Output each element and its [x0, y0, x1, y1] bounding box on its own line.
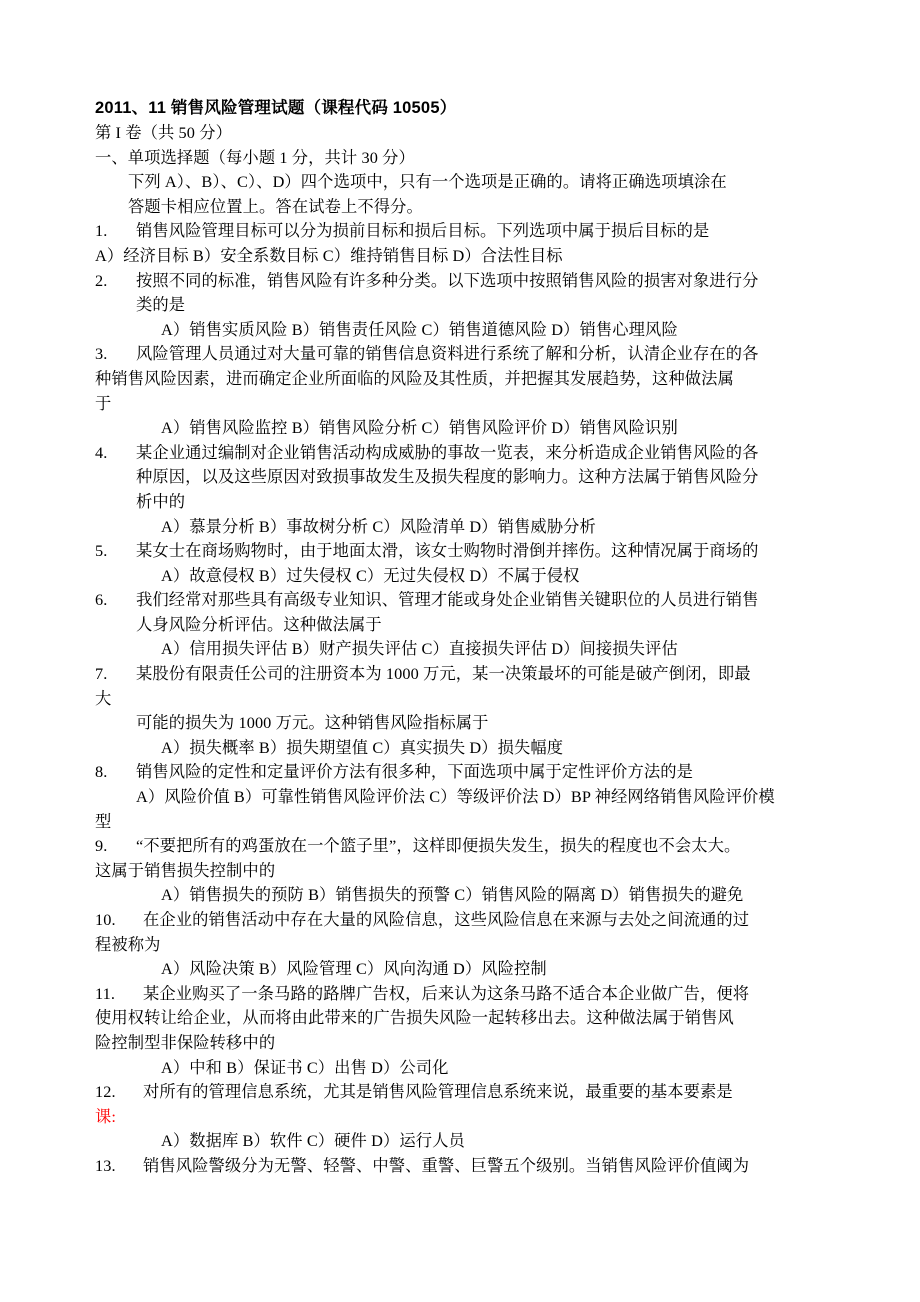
question-item — [95, 539, 820, 564]
question-item — [95, 588, 820, 637]
question-number: 5. — [95, 541, 108, 561]
question-stem-line: 种原因，以及这些原因对致损事故发生及损失程度的影响力。这种方法属于销售风险分 — [136, 467, 759, 487]
question-stem-line: 于 — [95, 393, 112, 413]
question-body — [136, 539, 820, 564]
question-stem-line: “不要把所有的鸡蛋放在一个篮子里”，这样即便损失发生，损失的程度也不会太大。 — [136, 836, 741, 856]
question-body — [143, 1080, 820, 1105]
question-number: 3. — [95, 344, 108, 364]
question-stem-line: 程被称为 — [95, 934, 161, 954]
question-stem-line: 人身风险分析评估。这种做法属于 — [136, 614, 382, 634]
question-item — [95, 760, 820, 785]
question-stem-line: 对所有的管理信息系统，尤其是销售风险管理信息系统来说，最重要的基本要素是 — [143, 1082, 733, 1102]
question-item — [95, 834, 820, 883]
question-options-line: A）经济目标 B）安全系数目标 C）维持销售目标 D）合法性目标 — [95, 245, 563, 265]
question-stem-line: 析中的 — [136, 491, 186, 511]
question-options-line: A）信用损失评估 B）财产损失评估 C）直接损失评估 D）间接损失评估 — [161, 639, 678, 659]
question-body — [136, 588, 820, 637]
question-stem-line: 某企业通过编制对企业销售活动构成威胁的事故一览表，来分析造成企业销售风险的各 — [136, 442, 759, 462]
question-stem-line: 这属于销售损失控制中的 — [95, 860, 276, 880]
question-item — [95, 1154, 820, 1179]
question-number: 4. — [95, 442, 108, 462]
question-stem-line: 使用权转让给企业，从而将由此带来的广告损失风险一起转移出去。这种做法属于销售风 — [95, 1008, 734, 1028]
question-body — [136, 219, 820, 244]
question-stem-line: 险控制型非保险转移中的 — [95, 1032, 276, 1052]
question-options-line: A）销售实质风险 B）销售责任风险 C）销售道德风险 D）销售心理风险 — [161, 319, 678, 339]
question-stem-line: 在企业的销售活动中存在大量的风险信息，这些风险信息在来源与去处之间流通的过 — [143, 910, 750, 929]
question-item — [95, 662, 820, 736]
question-stem-line: 按照不同的标准，销售风险有许多种分类。以下选项中按照销售风险的损害对象进行分 — [136, 270, 759, 290]
question-stem-line: 销售风险的定性和定量评价方法有很多种，下面选项中属于定性评价方法的是 — [136, 762, 693, 782]
question-stem-line: 大 — [95, 688, 112, 708]
question-stem-line: 销售风险管理目标可以分为损前目标和损后目标。下列选项中属于损后目标的是 — [136, 221, 710, 241]
question-options-line: A）销售损失的预防 B）销售损失的预警 C）销售风险的隔离 D）销售损失的避免 — [161, 885, 744, 905]
question-item — [95, 982, 820, 1056]
question-number: 6. — [95, 590, 108, 610]
question-stem-line: 销售风险警级分为无警、轻警、中警、重警、巨警五个级别。当销售风险评价值阈为 — [143, 1155, 750, 1175]
question-options-line: A）中和 B）保证书 C）出售 D）公司化 — [161, 1057, 449, 1077]
paper-part-label: 第 I 卷（共 50 分） — [95, 123, 232, 142]
question-number: 8. — [95, 762, 108, 782]
question-options-line: 型 — [95, 811, 112, 831]
page-title: 2011、11 销售风险管理试题（课程代码 10505） — [95, 99, 457, 117]
red-annotation: 课: — [95, 1106, 117, 1126]
question-body — [136, 760, 820, 785]
question-body — [143, 1154, 820, 1179]
question-item — [95, 441, 820, 515]
question-number: 2. — [95, 270, 108, 290]
question-options-line: A）故意侵权 B）过失侵权 C）无过失侵权 D）不属于侵权 — [161, 565, 580, 585]
question-stem-line: 风险管理人员通过对大量可靠的销售信息资料进行系统了解和分析，认清企业存在的各 — [136, 344, 759, 364]
question-item — [95, 269, 820, 318]
question-stem-line: 某企业购买了一条马路的路牌广告权，后来认为这条马路不适合本企业做广告，便将 — [143, 983, 750, 1003]
question-options-line: A）销售风险监控 B）销售风险分析 C）销售风险评价 D）销售风险识别 — [161, 418, 678, 438]
question-item — [95, 342, 820, 416]
question-body — [95, 342, 820, 416]
instructions-line-2: 答题卡相应位置上。答在试卷上不得分。 — [128, 196, 423, 216]
question-body — [136, 441, 820, 515]
question-stem-line: 类的是 — [136, 295, 186, 315]
question-number: 10. — [95, 910, 116, 929]
question-number: 13. — [95, 1155, 116, 1175]
question-options-line: A）慕景分析 B）事故树分析 C）风险清单 D）销售威胁分析 — [161, 516, 596, 536]
question-body — [95, 662, 820, 736]
section-heading: 一、单项选择题（每小题 1 分，共计 30 分） — [95, 147, 415, 167]
question-item — [95, 908, 820, 957]
question-item — [95, 219, 820, 244]
question-body — [136, 269, 820, 318]
instructions-line-1: 下列 A）、B）、C）、D）四个选项中，只有一个选项是正确的。请将正确选项填涂在 — [128, 172, 727, 192]
question-options-line: A）数据库 B）软件 C）硬件 D）运行人员 — [161, 1131, 465, 1151]
question-number: 11. — [95, 983, 116, 1003]
question-stem-line: 某股份有限责任公司的注册资本为 1000 万元，某一决策最坏的可能是破产倒闭，即最 — [136, 664, 751, 684]
question-stem-line: 可能的损失为 1000 万元。这种销售风险指标属于 — [136, 713, 489, 733]
question-number: 7. — [95, 664, 108, 684]
question-options-line: A）风险决策 B）风险管理 C）风向沟通 D）风险控制 — [161, 959, 547, 979]
question-stem-line: 种销售风险因素，进而确定企业所面临的风险及其性质，并把握其发展趋势，这种做法属 — [95, 368, 734, 388]
question-options-line: A）损失概率 B）损失期望值 C）真实损失 D）损失幅度 — [161, 737, 564, 757]
question-body — [95, 834, 820, 883]
question-number: 1. — [95, 221, 108, 241]
question-number: 9. — [95, 836, 108, 856]
question-options-line: A）风险价值 B）可靠性销售风险评价法 C）等级评价法 D）BP 神经网络销售风险评价模 — [136, 787, 775, 807]
question-stem-line: 某女士在商场购物时，由于地面太滑，该女士购物时滑倒并摔伤。这种情况属于商场的 — [136, 541, 759, 561]
question-item — [95, 1080, 820, 1105]
question-stem-line: 我们经常对那些具有高级专业知识、管理才能或身处企业销售关键职位的人员进行销售 — [136, 590, 759, 610]
question-number: 12. — [95, 1082, 116, 1102]
